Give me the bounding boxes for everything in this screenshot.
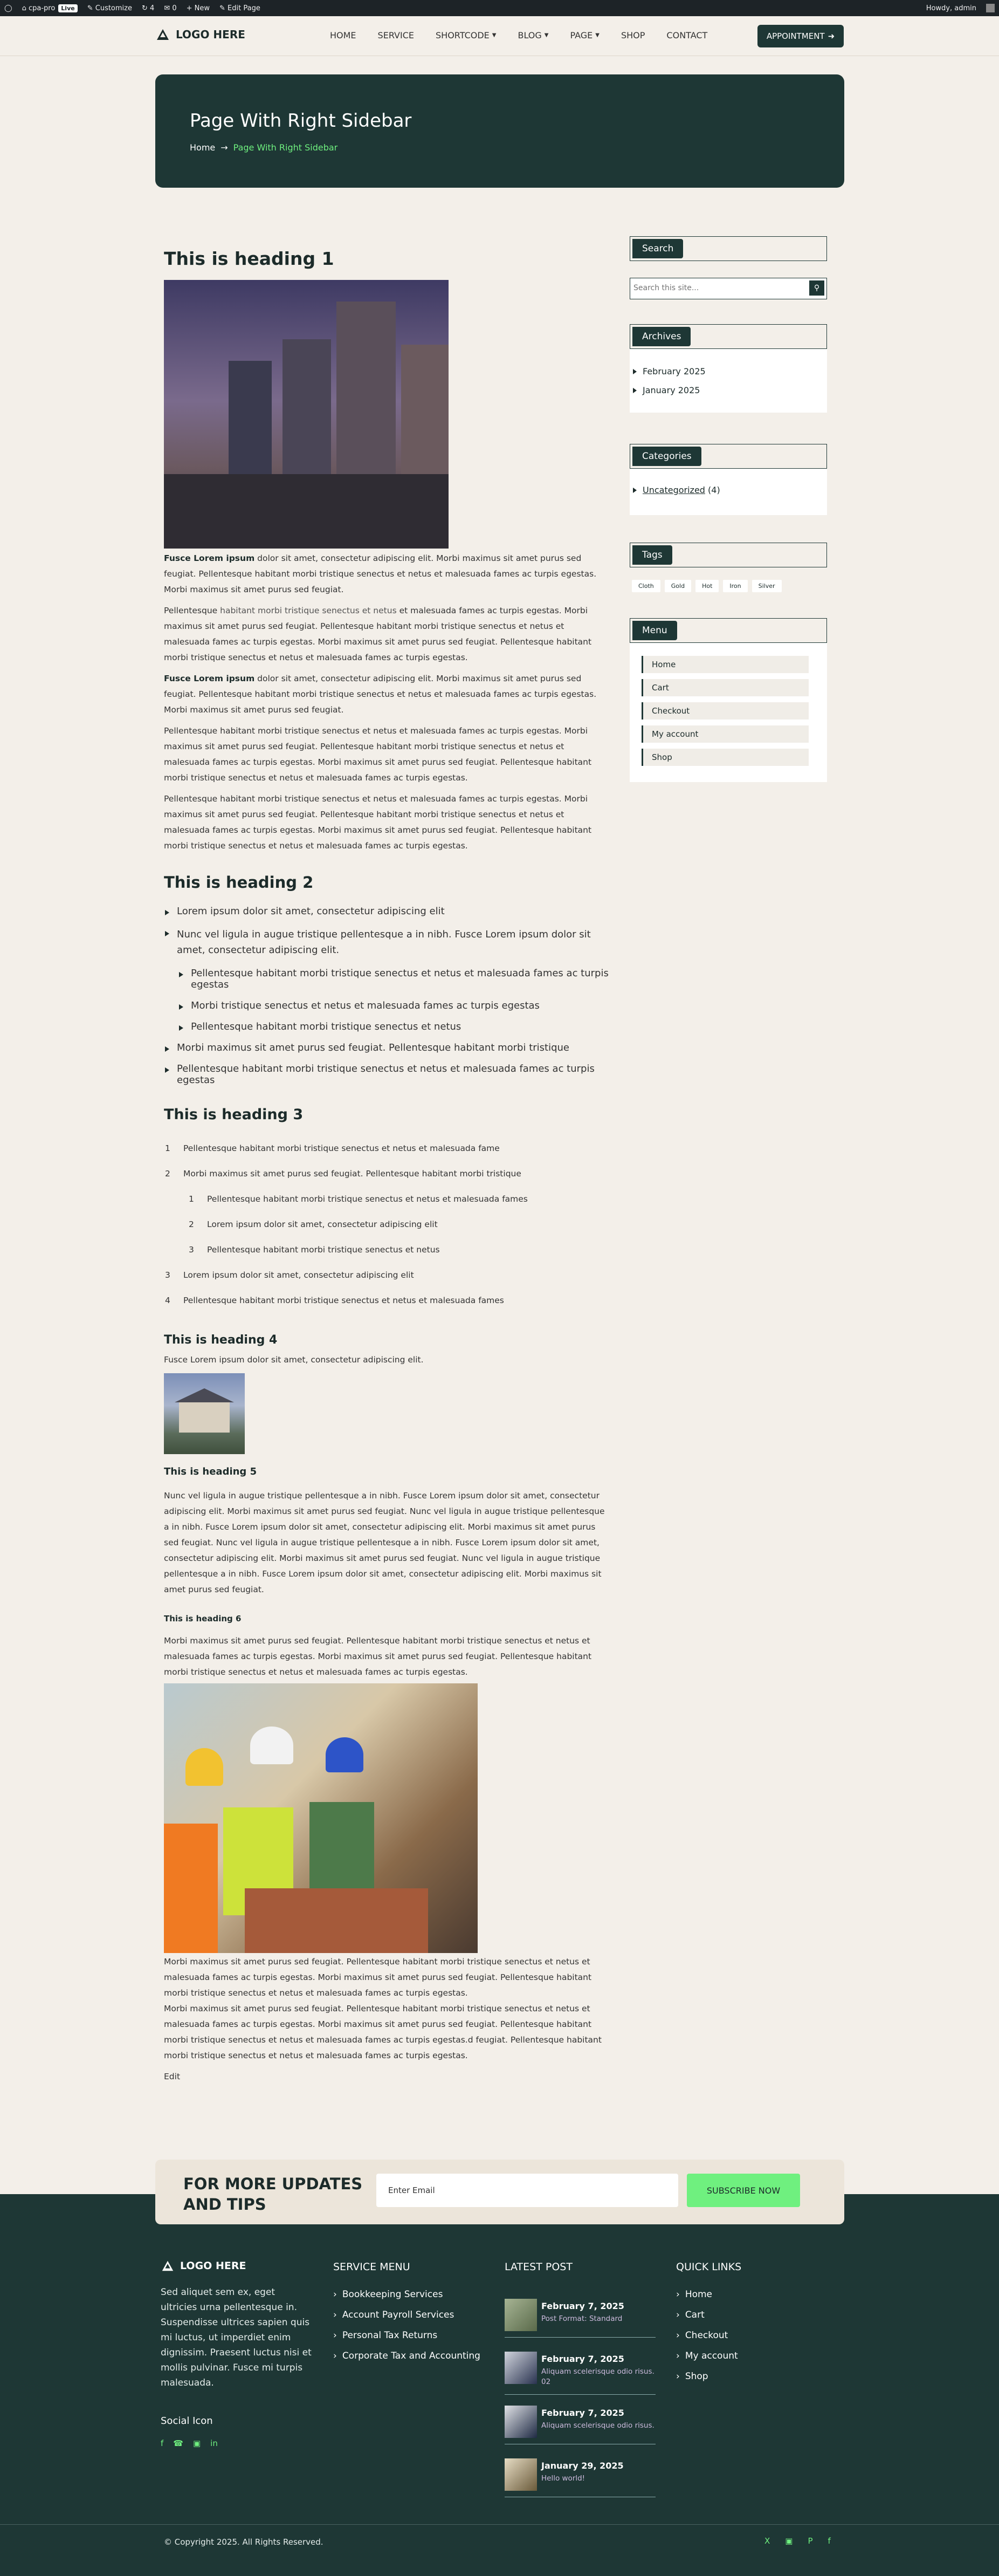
- list-text: Lorem ipsum dolor sit amet, consectetur adipiscing elit: [183, 1270, 414, 1280]
- post-thumbnail: [505, 2458, 537, 2491]
- site-header: [0, 16, 999, 56]
- post-date: January 29, 2025: [541, 2461, 624, 2471]
- admin-bar: [0, 0, 999, 16]
- paragraph-3: dolor sit amet, consectetur adipiscing elit. Morbi maximus sit amet purus sed feugiat. Pellentesque habitant morbi tristique senectus et netus et malesuada fames ac turpis egestas. Morbi maximus sit amet purus sed feugiat.: [164, 674, 597, 715]
- post-excerpt: Post Format: Standard: [541, 2314, 623, 2323]
- main-nav: [330, 30, 707, 40]
- menu-item-checkout[interactable]: Checkout: [642, 702, 809, 720]
- latest-post-item[interactable]: [505, 2299, 656, 2338]
- category-count: (4): [708, 485, 720, 495]
- categories-widget-title: [630, 444, 827, 469]
- site-footer: [0, 2194, 999, 2576]
- inline-link[interactable]: habitant morbi tristique senectus et netus: [220, 606, 397, 615]
- chevron-right-icon: ›: [333, 2330, 337, 2341]
- menu-item-cart[interactable]: Cart: [642, 679, 809, 696]
- widget-title-text: Menu: [632, 621, 677, 640]
- archive-link[interactable]: February 2025: [630, 366, 827, 376]
- footer-link-label: My account: [685, 2351, 738, 2361]
- latest-post-item[interactable]: [505, 2458, 656, 2497]
- menu-item-home[interactable]: Home: [642, 656, 809, 673]
- caret-down-icon: ▼: [544, 32, 549, 38]
- linkedin-icon[interactable]: in: [210, 2438, 218, 2448]
- search-input[interactable]: [633, 280, 806, 296]
- categories-widget: [630, 469, 827, 515]
- list-text: Pellentesque habitant morbi tristique senectus et netus et malesuada fame: [183, 1143, 500, 1153]
- footer-about: [161, 2259, 312, 2448]
- list-text: Morbi maximus sit amet purus sed feugiat. Pellentesque habitant morbi tristique: [183, 1169, 521, 1179]
- nav-page-label: PAGE: [570, 30, 593, 40]
- quick-link[interactable]: [676, 2351, 827, 2361]
- footer-service-menu: [333, 2261, 490, 2371]
- updates-count: 4: [150, 4, 155, 12]
- chevron-right-icon: ›: [676, 2330, 680, 2341]
- list-number: 1: [165, 1143, 170, 1153]
- howdy-link[interactable]: Howdy, admin: [926, 4, 976, 12]
- quick-link[interactable]: [676, 2330, 827, 2341]
- comments-count: 0: [172, 4, 177, 12]
- list-item: Pellentesque habitant morbi tristique senectus et netus: [178, 1021, 609, 1032]
- paragraph-9: Morbi maximus sit amet purus sed feugiat. Pellentesque habitant morbi tristique senectus et netus et malesuada fames ac turpis egestas. Morbi maximus sit amet purus sed feugiat. Pellentesque habitant morbi tristique senectus et netus et malesuada fames ac turpis egestas.: [164, 1957, 592, 1998]
- live-badge: Live: [58, 4, 77, 12]
- heading-3: This is heading 3: [164, 1106, 304, 1123]
- heading-6: This is heading 6: [164, 1614, 242, 1623]
- quick-links-title: QUICK LINKS: [676, 2261, 742, 2273]
- facebook-icon[interactable]: f: [161, 2438, 164, 2448]
- pinterest-icon[interactable]: P: [808, 2536, 813, 2546]
- nav-contact-label: CONTACT: [666, 30, 708, 40]
- chevron-right-icon: ›: [676, 2310, 680, 2320]
- post-date: February 7, 2025: [541, 2408, 624, 2418]
- cta-title-line: FOR MORE UPDATES: [183, 2175, 363, 2193]
- footer-quick-links: [676, 2261, 827, 2392]
- category-link[interactable]: Uncategorized: [643, 485, 705, 495]
- chevron-right-icon: ›: [676, 2351, 680, 2361]
- instagram-icon[interactable]: ▣: [192, 2438, 201, 2448]
- post-date: February 7, 2025: [541, 2301, 624, 2311]
- home-icon: ⌂: [22, 4, 26, 12]
- widget-title-text: Search: [632, 239, 683, 258]
- post-excerpt: Aliquam scelerisque odio risus.: [541, 2421, 654, 2430]
- city-image: [164, 280, 449, 549]
- caret-down-icon: ▼: [595, 32, 600, 38]
- footer-link-label: Checkout: [685, 2330, 728, 2341]
- ordered-list: [164, 1143, 609, 1305]
- bold-text: Fusce Lorem ipsum: [164, 553, 255, 563]
- nav-shortcode[interactable]: [436, 30, 496, 40]
- search-button[interactable]: [809, 280, 824, 296]
- quick-link[interactable]: [676, 2371, 827, 2382]
- site-logo[interactable]: [155, 27, 245, 42]
- footer-service-link[interactable]: [333, 2289, 490, 2300]
- breadcrumb-separator: →: [221, 142, 228, 153]
- list-item: Lorem ipsum dolor sit amet, consectetur adipiscing elit: [164, 906, 609, 917]
- list-number: 3: [189, 1245, 194, 1255]
- list-number: 2: [165, 1169, 170, 1179]
- list-item: [164, 1296, 609, 1305]
- paragraph-6: Fusce Lorem ipsum dolor sit amet, consectetur adipiscing elit.: [164, 1355, 424, 1365]
- quick-link[interactable]: [676, 2310, 827, 2320]
- post-thumbnail: [505, 2406, 537, 2438]
- house-image: [164, 1373, 245, 1454]
- edit-page-label: Edit Page: [228, 4, 260, 12]
- paragraph-5: Pellentesque habitant morbi tristique senectus et netus et malesuada fames ac turpis egestas. Morbi maximus sit amet purus sed feugiat. Pellentesque habitant morbi tristique senectus et netus et malesuada fames ac turpis egestas. Morbi maximus sit amet purus sed feugiat. Pellentesque habitant morbi tristique senectus et netus et malesuada fames ac turpis egestas.: [164, 794, 592, 851]
- list-number: 2: [189, 1220, 194, 1229]
- widget-title-text: Tags: [632, 545, 672, 565]
- unordered-list: [164, 906, 609, 1086]
- footer-service-link[interactable]: [333, 2330, 490, 2341]
- footer-link-label: Personal Tax Returns: [342, 2330, 438, 2341]
- widget-title-text: Archives: [632, 327, 691, 346]
- list-text: Pellentesque habitant morbi tristique senectus et netus et malesuada fames: [207, 1194, 528, 1204]
- footer-link-label: Corporate Tax and Accounting: [342, 2351, 480, 2361]
- new-link[interactable]: + New: [186, 4, 210, 12]
- list-item: [164, 1270, 609, 1280]
- logo-icon: [155, 27, 170, 42]
- customize-link[interactable]: ✎ Customize: [87, 4, 132, 12]
- tag-link[interactable]: Gold: [665, 580, 691, 592]
- list-item: [188, 1245, 609, 1255]
- list-text: Lorem ipsum dolor sit amet, consectetur adipiscing elit: [207, 1220, 438, 1229]
- tags-widget-title: [630, 543, 827, 567]
- footer-logo-text: LOGO HERE: [180, 2260, 246, 2272]
- list-number: 1: [189, 1194, 194, 1204]
- footer-logo[interactable]: [161, 2259, 312, 2273]
- arrow-right-icon: ➜: [828, 31, 835, 41]
- tag-cloud: [632, 580, 786, 592]
- nav-service-label: SERVICE: [377, 30, 414, 40]
- widget-title-text: Categories: [632, 447, 701, 466]
- paragraph-8: Morbi maximus sit amet purus sed feugiat. Pellentesque habitant morbi tristique senectus et netus et malesuada fames ac turpis egestas. Morbi maximus sit amet purus sed feugiat. Pellentesque habitant morbi tristique senectus et netus et malesuada fames ac turpis egestas.: [164, 1636, 592, 1677]
- list-number: 4: [165, 1296, 170, 1305]
- nav-service[interactable]: [378, 30, 414, 40]
- archives-widget: [630, 349, 827, 413]
- chevron-right-icon: ›: [333, 2351, 337, 2361]
- footer-about-text: Sed aliquet sem ex, eget ultricies urna pellentesque in. Suspendisse ultrices sapien quis mi luctus, ut imperdiet enim dignissim. Praesent luctus nisi et mollis pulvinar. Fusce mi turpis malesuada.: [161, 2287, 312, 2388]
- footer-link-label: Cart: [685, 2310, 705, 2320]
- breadcrumb-home[interactable]: Home: [190, 142, 216, 153]
- email-input[interactable]: Enter Email: [376, 2174, 678, 2207]
- post-thumbnail: [505, 2352, 537, 2384]
- new-label: New: [194, 4, 210, 12]
- nav-shortcode-label: SHORTCODE: [436, 30, 490, 40]
- archives-widget-title: [630, 324, 827, 349]
- avatar[interactable]: [986, 4, 995, 12]
- chevron-right-icon: ›: [333, 2289, 337, 2300]
- social-title: Social Icon: [161, 2415, 213, 2427]
- footer-link-label: Shop: [685, 2371, 708, 2382]
- instagram-icon[interactable]: ▣: [785, 2536, 793, 2546]
- paragraph-2b: et malesuada fames ac turpis egestas. Morbi maximus sit amet purus sed feugiat. Pellentesque habitant morbi tristique senectus et netus et malesuada fames ac turpis egestas. Morbi maximus sit amet purus sed feugiat. Pellentesque habitant morbi tristique senectus et netus et malesuada fames ac turpis egestas.: [164, 606, 592, 662]
- page-title: Page With Right Sidebar: [190, 110, 412, 132]
- heading-4: This is heading 4: [164, 1333, 278, 1347]
- list-number: 3: [165, 1270, 170, 1280]
- social-icons: [161, 2438, 312, 2448]
- nav-home[interactable]: [330, 30, 356, 40]
- menu-widget-title: [630, 618, 827, 643]
- paragraph-7: Nunc vel ligula in augue tristique pellentesque a in nibh. Fusce Lorem ipsum dolor sit amet, consectetur adipiscing elit. Morbi maximus sit amet purus sed feugiat. Nunc vel ligula in augue tristique pellentesque a in nibh. Fusce Lorem ipsum dolor sit amet, consectetur adipiscing elit. Morbi maximus sit amet purus sed feugiat. Nunc vel ligula in augue tristique pellentesque a in nibh. Fusce Lorem ipsum dolor sit amet, consectetur adipiscing elit. Morbi maximus sit amet purus sed feugiat. Nunc vel ligula in augue tristique pellentesque a in nibh. Fusce Lorem ipsum dolor sit amet, consectetur adipiscing elit. Morbi maximus sit amet purus sed feugiat.: [164, 1491, 605, 1594]
- appointment-button[interactable]: [757, 25, 844, 47]
- updates-link[interactable]: ↻ 4: [142, 4, 155, 12]
- main-content: [164, 232, 609, 2085]
- search-widget-title: [630, 236, 827, 261]
- menu-item-my-account[interactable]: My account: [642, 725, 809, 743]
- facebook-icon[interactable]: f: [828, 2536, 831, 2546]
- list-text: Pellentesque habitant morbi tristique senectus et netus: [207, 1245, 440, 1255]
- footer-service-link[interactable]: [333, 2310, 490, 2320]
- post-thumbnail: [505, 2299, 537, 2331]
- workers-image: [164, 1683, 478, 1953]
- menu-item-shop[interactable]: Shop: [642, 749, 809, 766]
- search-form: [630, 278, 827, 299]
- breadcrumb-current: Page With Right Sidebar: [233, 142, 338, 153]
- menu-widget: [630, 643, 827, 782]
- heading-5: This is heading 5: [164, 1466, 257, 1477]
- nav-blog[interactable]: [518, 30, 548, 40]
- list-item: [188, 1194, 609, 1204]
- tag-link[interactable]: Iron: [723, 580, 747, 592]
- cta-title: [183, 2174, 362, 2215]
- list-item: Morbi tristique senectus et netus et malesuada fames ac turpis egestas: [178, 1000, 609, 1011]
- footer-divider: [0, 2524, 999, 2525]
- subscribe-button[interactable]: SUBSCRIBE NOW: [687, 2174, 800, 2207]
- tag-link[interactable]: Silver: [752, 580, 782, 592]
- post-date: February 7, 2025: [541, 2354, 624, 2364]
- tag-link[interactable]: Hot: [695, 580, 719, 592]
- nav-shop-label: SHOP: [621, 30, 645, 40]
- category-item: [630, 485, 827, 495]
- admin-site-link[interactable]: [22, 4, 78, 12]
- comments-link[interactable]: ✉ 0: [164, 4, 177, 12]
- nav-shop[interactable]: [621, 30, 645, 40]
- x-twitter-icon[interactable]: X: [764, 2536, 770, 2546]
- chevron-right-icon: ›: [333, 2310, 337, 2320]
- page-title-banner: [155, 74, 844, 188]
- post-excerpt: Aliquam scelerisque odio risus. 02: [541, 2367, 654, 2386]
- customize-label: Customize: [95, 4, 132, 12]
- footer-social-icons: [764, 2536, 831, 2546]
- service-menu-title: SERVICE MENU: [333, 2261, 410, 2273]
- cta-title-line: AND TIPS: [183, 2195, 266, 2214]
- nav-contact[interactable]: [666, 30, 707, 40]
- footer-latest-posts: [505, 2261, 661, 2289]
- appointment-label: APPOINTMENT: [766, 31, 825, 41]
- caret-down-icon: ▼: [492, 32, 497, 38]
- paragraph-4: Pellentesque habitant morbi tristique senectus et netus et malesuada fames ac turpis egestas. Morbi maximus sit amet purus sed feugiat. Pellentesque habitant morbi tristique senectus et netus et malesuada fames ac turpis egestas. Morbi maximus sit amet purus sed feugiat. Pellentesque habitant morbi tristique senectus et netus et malesuada fames ac turpis egestas.: [164, 726, 592, 783]
- search-icon: ⚲: [814, 284, 820, 292]
- nav-home-label: HOME: [330, 30, 356, 40]
- paragraph-2a: Pellentesque: [164, 606, 221, 615]
- tag-link[interactable]: Cloth: [632, 580, 660, 592]
- archive-link[interactable]: January 2025: [630, 385, 827, 395]
- breadcrumb: [190, 142, 337, 153]
- quick-link[interactable]: [676, 2289, 827, 2300]
- site-name: cpa-pro: [28, 4, 56, 12]
- paragraph-10: Morbi maximus sit amet purus sed feugiat. Pellentesque habitant morbi tristique senectus et netus et malesuada fames ac turpis egestas. Morbi maximus sit amet purus sed feugiat. Pellentesque habitant morbi tristique senectus et netus et malesuada fames ac turpis egestas.d feugiat. Pellentesque habitant morbi tristique senectus et netus et malesuada fames ac turpis egestas.: [164, 2004, 602, 2060]
- list-item: [188, 1220, 609, 1229]
- list-item: [164, 1169, 609, 1179]
- list-item: Pellentesque habitant morbi tristique senectus et netus et malesuada fames ac turpis egestas: [164, 1063, 609, 1086]
- nav-blog-label: BLOG: [518, 30, 542, 40]
- copyright: © Copyright 2025. All Rights Reserved.: [164, 2537, 323, 2547]
- wordpress-icon[interactable]: ◯: [4, 4, 12, 12]
- edit-link[interactable]: Edit: [164, 2072, 181, 2081]
- paragraph-1: dolor sit amet, consectetur adipiscing elit. Morbi maximus sit amet purus sed feugiat. Pellentesque habitant morbi tristique senectus et netus et malesuada fames ac turpis egestas. Morbi maximus sit amet purus sed feugiat.: [164, 553, 597, 594]
- logo-icon: [161, 2259, 175, 2273]
- post-excerpt: Hello world!: [541, 2474, 585, 2483]
- edit-page-link[interactable]: ✎ Edit Page: [219, 4, 260, 12]
- footer-service-link[interactable]: [333, 2351, 490, 2361]
- newsletter-cta: [155, 2160, 844, 2224]
- bold-text: Fusce Lorem ipsum: [164, 674, 255, 683]
- list-item: Nunc vel ligula in augue tristique pellentesque a in nibh. Fusce Lorem ipsum dolor sit amet, consectetur adipiscing elit.: [164, 927, 609, 958]
- nav-page[interactable]: [570, 30, 600, 40]
- footer-link-label: Account Payroll Services: [342, 2310, 454, 2320]
- list-text: Pellentesque habitant morbi tristique senectus et netus et malesuada fames: [183, 1296, 504, 1305]
- heading-1: This is heading 1: [164, 248, 334, 269]
- whatsapp-icon[interactable]: ☎: [173, 2438, 183, 2448]
- chevron-right-icon: ›: [676, 2289, 680, 2300]
- latest-post-item[interactable]: [505, 2406, 656, 2444]
- footer-link-label: Bookkeeping Services: [342, 2289, 443, 2300]
- footer-link-label: Home: [685, 2289, 713, 2300]
- list-item: Pellentesque habitant morbi tristique senectus et netus et malesuada fames ac turpis egestas: [178, 968, 609, 990]
- list-item: Morbi maximus sit amet purus sed feugiat. Pellentesque habitant morbi tristique: [164, 1042, 609, 1053]
- latest-post-item[interactable]: [505, 2352, 656, 2395]
- logo-text: LOGO HERE: [176, 28, 245, 41]
- chevron-right-icon: ›: [676, 2371, 680, 2382]
- latest-post-title: LATEST POST: [505, 2261, 573, 2273]
- heading-2: This is heading 2: [164, 873, 314, 892]
- list-item: [164, 1143, 609, 1153]
